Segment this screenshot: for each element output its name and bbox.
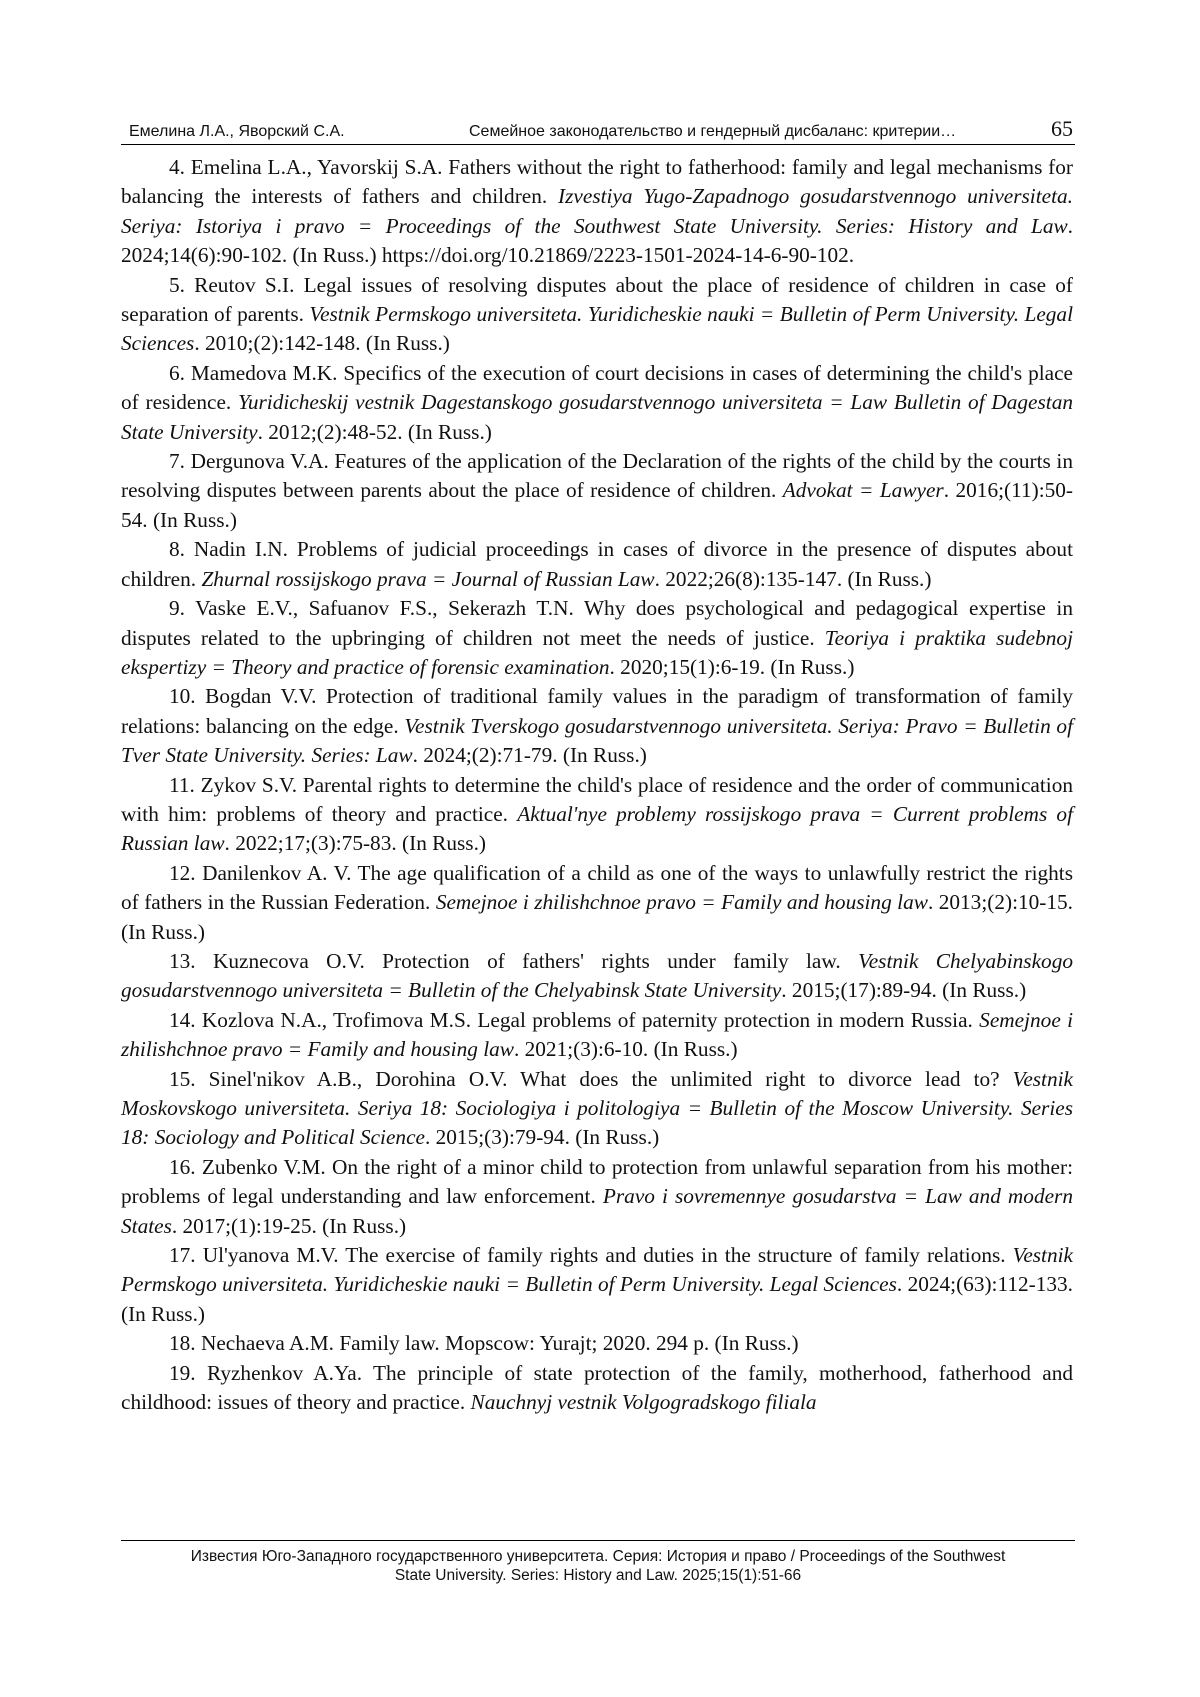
reference-item [121,447,1073,535]
reference-item [121,359,1073,447]
reference-text: 13. Kuznecova O.V. Protection of fathers' rights under family law. [169,948,859,973]
reference-source: Vestnik Moskovskogo universiteta. Seriya 18: Sociologiya i politologiya = Bulletin of the Moscow University. Series 18: Sociology and Political Science [121,1066,1073,1150]
reference-source: Pravo i sovremennye gosudarstva = Law and modern States [121,1184,1073,1238]
running-footer [121,1540,1075,1585]
reference-text: 14. Kozlova N.A., Trofimova M.S. Legal problems of paternity protection in modern Russia. [169,1007,980,1032]
reference-item [121,535,1073,594]
reference-text: 18. Nechaeva A.M. Family law. Mopscow: Yurajt; 2020. 294 p. (In Russ.) [169,1331,799,1356]
reference-item [121,1153,1073,1241]
reference-details: . 2016;(11):50-54. (In Russ.) [121,478,1074,532]
footer-line-1: Известия Юго-Западного государственного университета. Серия: История и право / Proceedings of the Southwest [190,1548,1006,1565]
reference-item [121,771,1073,859]
reference-details: . 2012;(2):48-52. (In Russ.) [257,419,492,444]
reference-text: 10. Bogdan V.V. Protection of traditional family values in the paradigm of transformation of family relations: balancing on the edge. [121,684,1073,738]
page-number: 65 [1051,116,1073,141]
reference-item [121,1329,1073,1358]
reference-source: Nauchnyj vestnik Volgogradskogo filiala [470,1390,817,1415]
reference-details: . 2017;(1):19-25. (In Russ.) [171,1213,407,1238]
reference-item [121,947,1073,1006]
reference-details: . 2010;(2):142-148. (In Russ.) [194,331,450,356]
reference-item [121,271,1073,359]
reference-source: Semejnoe i zhilishchnoe pravo = Family and housing law [121,1007,1073,1062]
reference-text: 7. Dergunova V.A. Features of the application of the Declaration of the rights of the child by the courts in resolving disputes between parents about the place of residence of children. [121,449,1073,503]
reference-item [121,859,1073,947]
reference-details: . 2024;(2):71-79. (In Russ.) [412,743,647,768]
reference-item [121,1241,1073,1329]
running-header [121,114,1075,145]
reference-source: Vestnik Tverskogo gosudarstvennogo universiteta. Seriya: Pravo = Bulletin of Tver State University. Series: Law [121,713,1073,768]
reference-source: Yuridicheskij vestnik Dagestanskogo gosudarstvennogo universiteta = Law Bulletin of Dagestan State University [121,390,1073,444]
reference-item [121,594,1073,682]
reference-text: 15. Sinel'nikov A.B., Dorohina O.V. What does the unlimited right to divorce lead to? [169,1066,1013,1091]
reference-details: . 2020;15(1):6-19. (In Russ.) [609,654,855,679]
reference-details: . 2015;(17):89-94. (In Russ.) [781,978,1027,1003]
header-authors: Емелина Л.А., Яворский С.А. [129,123,345,140]
reference-text: 11. Zykov S.V. Parental rights to determine the child's place of residence and the order of communication with him: problems of theory and practice. [121,772,1073,826]
reference-source: Vestnik Permskogo universiteta. Yuridicheskie nauki = Bulletin of Perm University. Legal Sciences [121,1243,1073,1297]
reference-details: . 2015;(3):79-94. (In Russ.) [424,1125,660,1150]
reference-text: 16. Zubenko V.M. On the right of a minor child to protection from unlawful separation from his mother: problems of legal understanding and law enforcement. [121,1154,1073,1209]
reference-item [121,153,1073,271]
reference-list [121,153,1073,1417]
reference-details: . 2013;(2):10-15. (In Russ.) [121,890,1073,944]
reference-text: 6. Mamedova M.K. Specifics of the execution of court decisions in cases of determining the child's place of residence. [121,360,1073,415]
reference-text: 17. Ul'yanova M.V. The exercise of family rights and duties in the structure of family relations. [169,1243,1013,1268]
reference-text: 8. Nadin I.N. Problems of judicial proceedings in cases of divorce in the presence of disputes about children. [121,537,1073,591]
reference-text: 19. Ryzhenkov A.Ya. The principle of state protection of the family, motherhood, fatherhood and childhood: issues of theory and practice. [121,1360,1073,1415]
reference-source: Semejnoe i zhilishchnoe pravo = Family and housing law [435,890,928,915]
header-title: Семейное законодательство и гендерный дисбаланс: критерии… [469,123,957,140]
reference-details: . 2024;(63):112-133. (In Russ.) [121,1272,1073,1326]
reference-details: . 2024;14(6):90-102. (In Russ.) https://doi.org/10.21869/2223-1501-2024-14-6-90-102. [121,213,1073,268]
reference-item [121,1065,1073,1153]
reference-text: 5. Reutov S.I. Legal issues of resolving disputes about the place of residence of children in case of separation of parents. [121,272,1073,327]
reference-source: Teoriya i praktika sudebnoj ekspertizy = Theory and practice of forensic examination [121,625,1073,679]
reference-source: Izvestiya Yugo-Zapadnogo gosudarstvennogo universiteta. Seriya: Istoriya i pravo = Proceedings of the Southwest State University. Series: History and Law [121,184,1073,238]
reference-details: . 2021;(3):6-10. (In Russ.) [513,1037,738,1062]
reference-text: 4. Emelina L.A., Yavorskij S.A. Fathers without the right to fatherhood: family and legal mechanisms for balancing the interests of fathers and children. [121,155,1073,209]
reference-source: Advokat = Lawyer [782,478,944,503]
reference-text: 12. Danilenkov A. V. The age qualification of a child as one of the ways to unlawfully restrict the rights of fathers in the Russian Federation. [121,860,1073,915]
reference-item [121,1006,1073,1065]
reference-source: Vestnik Permskogo universiteta. Yuridicheskie nauki = Bulletin of Perm University. Legal Sciences [121,302,1074,356]
reference-source: Vestnik Chelyabinskogo gosudarstvennogo universiteta = Bulletin of the Chelyabinsk State University [121,948,1073,1003]
footer-line-2: State University. Series: History and Law. 2025;15(1):51-66 [394,1567,802,1584]
reference-text: 9. Vaske E.V., Safuanov F.S., Sekerazh T.N. Why does psychological and pedagogical expertise in disputes related to the upbringing of children not meet the needs of justice. [121,596,1073,650]
reference-details: . 2022;26(8):135-147. (In Russ.) [654,566,932,591]
reference-source: Zhurnal rossijskogo prava = Journal of Russian Law [201,566,655,591]
reference-item [121,682,1073,770]
reference-item [121,1359,1073,1418]
reference-details: . 2022;17;(3):75-83. (In Russ.) [224,831,487,856]
reference-source: Aktual'nye problemy rossijskogo prava = Current problems of Russian law [121,801,1073,856]
